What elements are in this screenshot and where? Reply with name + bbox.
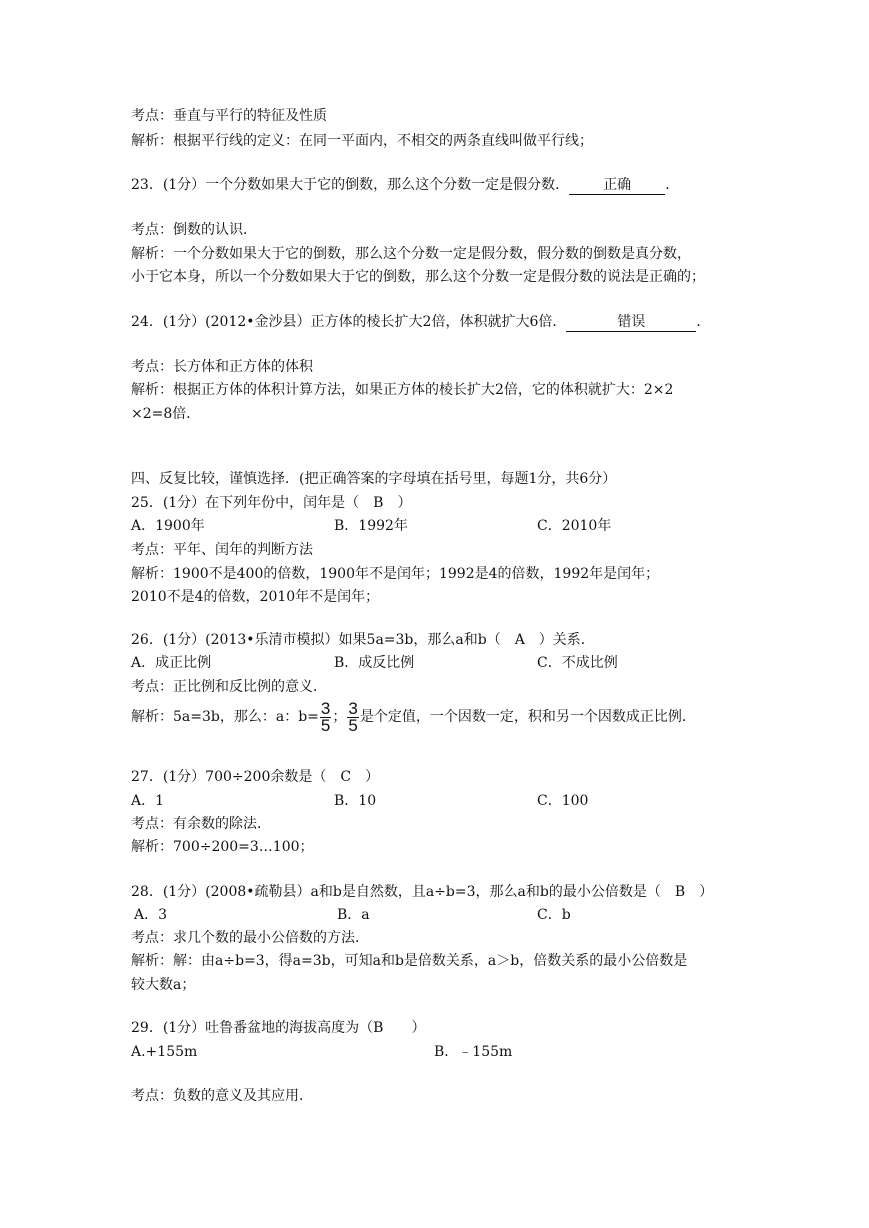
question-26-analysis-prefix: 解析：5a=3b，那么：a：b=: [131, 709, 319, 725]
question-26-option-b: B．成反比例: [334, 655, 415, 671]
question-26-knowledge-point: 考点：正比例和反比例的意义．: [131, 679, 327, 695]
question-23-stem: 23．(1分）一个分数如果大于它的倒数，那么这个分数一定是假分数．: [131, 177, 570, 193]
question-28-stem: 28．(1分）(2008•疏勒县）a和b是自然数，且a÷b=3，那么a和b的最小公倍数是（ B ）: [131, 884, 714, 900]
question-23-analysis-line-2: 小于它本身，所以一个分数如果大于它的倒数，那么这个分数一定是假分数的说法是正确的；: [131, 269, 705, 285]
fraction-3-5-repeat: [347, 698, 358, 735]
question-28-option-a: A．3: [134, 907, 168, 923]
fraction-denominator: 5: [320, 715, 331, 735]
question-27-knowledge-point: 考点：有余数的除法．: [131, 816, 271, 832]
question-23-answer: 正确: [569, 177, 665, 195]
question-29-option-b: B．﹣155m: [434, 1044, 513, 1060]
question-29-option-a: A.+155m: [131, 1044, 198, 1060]
question-23-end: ．: [665, 177, 680, 193]
question-28-analysis-line-2: 较大数a；: [131, 977, 196, 993]
question-25-knowledge-point: 考点：平年、闰年的判断方法: [131, 542, 313, 558]
question-25-option-b: B．1992年: [334, 518, 408, 534]
question-27-option-c: C．100: [537, 793, 589, 809]
question-26-option-c: C．不成比例: [537, 655, 618, 671]
fraction-3-5: [320, 698, 331, 735]
question-23: [131, 175, 679, 195]
question-26-analysis: [131, 700, 696, 734]
question-29-knowledge-point: 考点：负数的意义及其应用．: [131, 1088, 313, 1104]
question-27-option-b: B．10: [334, 793, 377, 809]
question-24-analysis-line-2: ×2=8倍．: [131, 406, 201, 422]
question-26-option-a: A．成正比例: [131, 655, 212, 671]
question-24-answer: 错误: [566, 314, 696, 332]
question-25-analysis-line-1: 解析：1900不是400的倍数，1900年不是闰年；1992是4的倍数，1992年是闰年；: [131, 566, 660, 582]
fraction-denominator: 5: [348, 715, 358, 735]
question-25-option-c: C．2010年: [537, 518, 612, 534]
question-27-analysis: 解析：700÷200=3…100；: [131, 839, 314, 855]
question-23-analysis-line-1: 解析：一个分数如果大于它的倒数，那么这个分数一定是假分数，假分数的倒数是真分数，: [131, 246, 691, 262]
question-27-option-a: A．1: [131, 793, 165, 809]
question-28-option-b: B．a: [337, 907, 370, 923]
question-28-knowledge-point: 考点：求几个数的最小公倍数的方法．: [131, 930, 369, 946]
question-26-analysis-separator: ；: [332, 709, 347, 725]
question-25-analysis-line-2: 2010不是4的倍数，2010年不是闰年；: [131, 589, 380, 605]
question-28-analysis-line-1: 解析：解：由a÷b=3，得a=3b，可知a和b是倍数关系，a＞b，倍数关系的最小公倍数是: [131, 953, 688, 969]
question-24: [131, 312, 710, 332]
question-26-stem: 26．(1分）(2013•乐清市模拟）如果5a=3b，那么a和b（ A ）关系．: [131, 632, 595, 648]
question-28-option-c: C．b: [537, 907, 571, 923]
question-24-stem: 24．(1分）(2012•金沙县）正方体的棱长扩大2倍，体积就扩大6倍．: [131, 314, 567, 330]
fraction-numerator: 3: [320, 698, 331, 718]
question-24-end: ．: [696, 314, 711, 330]
fraction-numerator: 3: [348, 698, 358, 718]
section-4-heading: 四、反复比较，谨慎选择．(把正确答案的字母填在括号里，每题1分，共6分）: [131, 471, 617, 487]
question-25-stem: 25．(1分）在下列年份中，闰年是（ B ）: [131, 495, 412, 511]
question-23-knowledge-point: 考点：倒数的认识．: [131, 222, 257, 238]
analysis-parallel: 解析：根据平行线的定义：在同一平面内，不相交的两条直线叫做平行线；: [131, 133, 593, 149]
question-24-knowledge-point: 考点：长方体和正方体的体积: [131, 359, 313, 375]
question-27-stem: 27．(1分）700÷200余数是（ C ）: [131, 769, 380, 785]
knowledge-point-parallel: 考点：垂直与平行的特征及性质: [131, 108, 327, 124]
question-29-stem: 29．(1分）吐鲁番盆地的海拔高度为（B ）: [131, 1020, 426, 1036]
question-26-analysis-suffix: 是个定值，一个因数一定，积和另一个因数成正比例．: [359, 709, 696, 725]
question-25-option-a: A．1900年: [131, 518, 205, 534]
question-24-analysis-line-1: 解析：根据正方体的体积计算方法，如果正方体的棱长扩大2倍，它的体积就扩大：2×2: [131, 382, 674, 398]
